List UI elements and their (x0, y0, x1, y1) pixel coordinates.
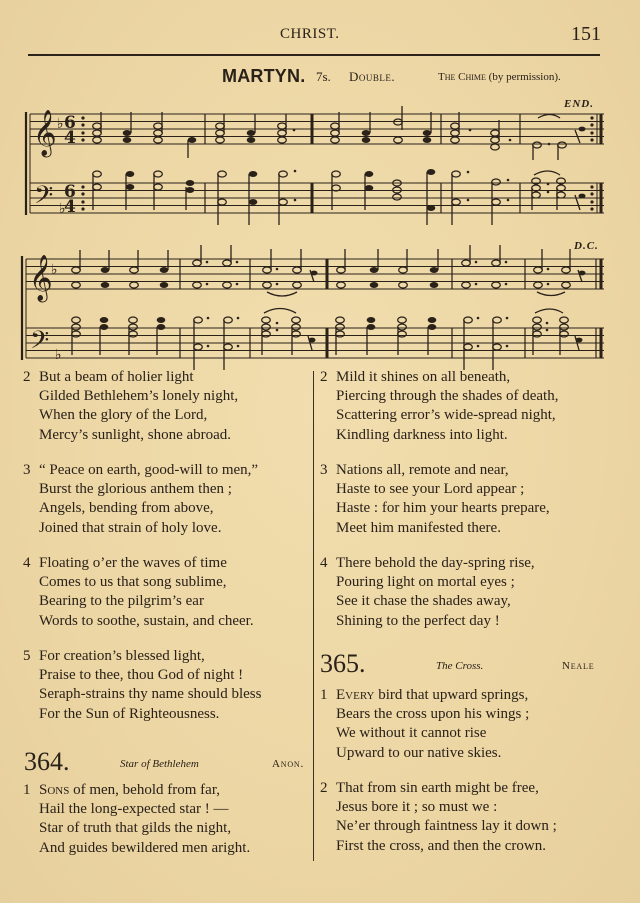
svg-text:𝄞: 𝄞 (33, 110, 57, 156)
verse-number: 2 (320, 369, 328, 385)
verse-line: Words to soothe, sustain, and cheer. (39, 612, 254, 629)
verse-line: Gilded Bethlehem’s lonely night, (39, 388, 239, 405)
verse-line: Floating o’er the waves of time (39, 555, 227, 571)
tune-source (438, 71, 561, 83)
verse-line: For creation’s blessed light, (39, 648, 205, 664)
music-system-1 (0, 95, 640, 230)
verse-number: 1 (320, 687, 328, 703)
verse-line: Pouring light on mortal eyes ; (336, 574, 515, 591)
verse-line: But a beam of holier light (39, 369, 194, 385)
tune-header (0, 66, 640, 92)
hymn-364-header (24, 748, 310, 776)
verse-line: Nations all, remote and near, (336, 462, 509, 478)
verse-line: Star of truth that gilds the night, (39, 820, 232, 837)
tune-type: Double. (349, 69, 396, 84)
running-head (0, 24, 640, 48)
svg-text:6: 6 (64, 182, 76, 202)
svg-text:4: 4 (64, 197, 76, 217)
svg-text:♭: ♭ (59, 201, 66, 217)
header-rule (28, 54, 600, 56)
hymn-title: Star of Bethlehem (120, 758, 199, 770)
hymn-title: The Cross. (436, 660, 484, 672)
verse-line: Praise to thee, thou God of night ! (39, 667, 244, 684)
dc-mark: D.C. (574, 240, 599, 252)
verse-line: Burst the glorious anthem then ; (39, 481, 232, 498)
verse-number: 2 (320, 780, 328, 796)
tune-source-name: The Chime (438, 71, 486, 83)
verse-line: Joined that strain of holy love. (39, 519, 222, 536)
svg-text:4: 4 (64, 128, 76, 148)
first-line-rest: of men, behold from far, (69, 782, 220, 798)
svg-text:6: 6 (64, 113, 76, 133)
verse-line: Haste to see your Lord appear ; (336, 481, 525, 498)
verse-line: Bears the cross upon his wings ; (336, 706, 530, 723)
verse-line (39, 781, 250, 800)
verse-line: There behold the day-spring rise, (336, 555, 535, 571)
verse-line: When the glory of the Lord, (39, 407, 208, 424)
hymn-author: Anon. (272, 758, 305, 770)
tune-meter: 7s. (316, 69, 331, 84)
svg-text:𝄢: 𝄢 (34, 181, 54, 216)
verse-line: And guides bewildered men aright. (39, 839, 251, 856)
verse-number: 3 (23, 462, 31, 478)
verse-line: See it chase the shades away, (336, 593, 511, 610)
first-line-rest: bird that upward springs, (374, 687, 529, 703)
verse-number: 2 (23, 369, 31, 385)
verse-line: Mild it shines on all beneath, (336, 369, 511, 385)
page-number: 151 (571, 23, 601, 45)
hymn-number: 365. (320, 649, 366, 678)
verse-line: Shining to the perfect day ! (336, 612, 500, 629)
verse-number: 5 (23, 648, 31, 664)
svg-text:♭: ♭ (51, 262, 58, 278)
verse-number: 3 (320, 462, 328, 478)
verse-line: “ Peace on earth, good-will to men,” (39, 462, 259, 478)
tune-name: MARTYN. (222, 66, 306, 86)
music-system-2 (0, 235, 640, 370)
verse-line: That from sin earth might be free, (336, 780, 539, 796)
verse-line: Meet him manifested there. (336, 519, 501, 536)
svg-text:𝄢: 𝄢 (30, 326, 50, 361)
hymn-365-header (320, 650, 604, 678)
verse-line: Jesus bore it ; so must we : (336, 799, 498, 816)
verse-line: Haste : for him your hearts prepare, (336, 500, 550, 517)
verse-line: Upward to our native skies. (336, 744, 502, 761)
first-word: Sons (39, 782, 70, 798)
column-divider (313, 371, 314, 861)
verse-line (336, 686, 529, 705)
verse-line: Mercy’s sunlight, shone abroad. (39, 426, 232, 443)
verse-line: Seraph-strains thy name should bless (39, 686, 262, 703)
end-mark: END. (564, 98, 594, 110)
score-system-2 (0, 235, 640, 370)
verse-line: Scattering error’s wide-spread night, (336, 407, 556, 424)
verse-line: For the Sun of Righteousness. (39, 705, 220, 722)
verse-line: Ne’er through faintness lay it down ; (336, 818, 557, 835)
verse-number: 4 (320, 555, 328, 571)
verse-line: Hail the long-expected star ! — (39, 801, 229, 818)
verse-number: 4 (23, 555, 31, 571)
verse-line: Comes to us that song sublime, (39, 574, 227, 591)
verse-line: Angels, bending from above, (39, 500, 214, 517)
tune-source-note: (by permission). (488, 71, 561, 83)
section-title: CHRIST. (280, 26, 340, 42)
verse-line: Piercing through the shades of death, (336, 388, 559, 405)
svg-text:♭: ♭ (57, 116, 64, 132)
svg-text:♭: ♭ (55, 347, 62, 363)
verse-line: Bearing to the pilgrim’s ear (39, 593, 204, 610)
hymn-author: Neale (562, 660, 595, 672)
first-word: Every (336, 687, 375, 703)
verse-line: Kindling darkness into light. (336, 426, 508, 443)
score-system-1 (0, 95, 640, 230)
verse-number: 1 (23, 782, 31, 798)
verse-line: We without it cannot rise (336, 725, 487, 742)
svg-text:𝄞: 𝄞 (29, 255, 53, 301)
hymn-number: 364. (24, 747, 70, 776)
verse-line: First the cross, and then the crown. (336, 837, 546, 854)
